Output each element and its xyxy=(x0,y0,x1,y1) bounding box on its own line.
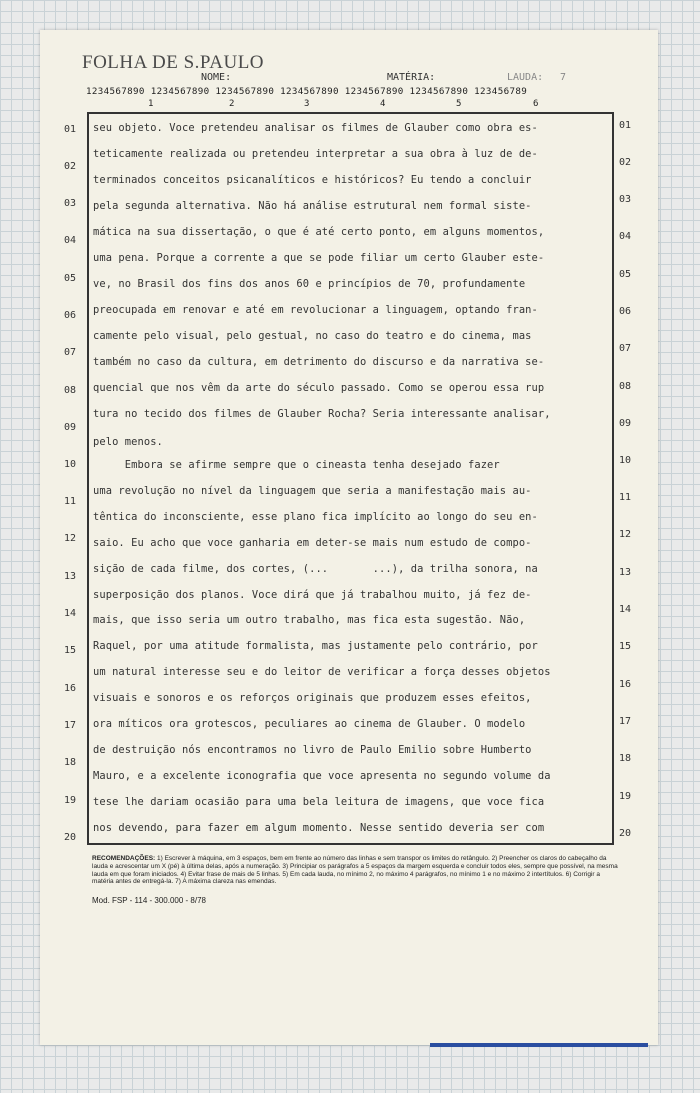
masthead: FOLHA DE S.PAULO xyxy=(82,52,265,73)
line-number-right: 08 xyxy=(619,381,632,392)
nome-label: NOME: xyxy=(201,72,232,83)
column-number: 4 xyxy=(380,99,386,109)
typed-line: ora míticos ora grotescos, peculiares ao cinema de Glauber. O modelo xyxy=(93,718,526,730)
line-number-right: 15 xyxy=(619,641,632,652)
form-code: Mod. FSP - 114 - 300.000 - 8/78 xyxy=(92,896,206,905)
line-number-left: 03 xyxy=(64,198,77,209)
recommendations-text: 1) Escrever à máquina, em 3 espaços, bem em frente ao número das linhas e sem transpor os limites do retângulo. 2) Preencher os claros do cabeçalho da lauda e acrescentar um X (pé) à última delas, após a numeração. 3) Principiar os parágrafos a 5 espaços da margem esquerda e concluir todos eles, sempre que possível, na mesma lauda em que foram iniciados. 4) Evitar frase de mais de 5 linhas. 5) Em cada lauda, no mínimo 2, no máximo 4 parágrafos, no mínimo 1 e no máximo 2 intertítulos. 6) Corrigir a matéria antes de entregá-la. 7) A máxima clareza nas emendas. xyxy=(92,855,618,886)
typed-line: saio. Eu acho que voce ganharia em deter-se mais num estudo de compo- xyxy=(93,537,532,549)
column-number: 2 xyxy=(229,99,235,109)
typed-line: camente pelo visual, pelo gestual, no caso do teatro e do cinema, mas xyxy=(93,330,532,342)
writing-rectangle xyxy=(87,112,614,845)
line-number-right: 01 xyxy=(619,120,632,131)
typed-line: seu objeto. Voce pretendeu analisar os filmes de Glauber como obra es- xyxy=(93,122,538,134)
line-number-right: 12 xyxy=(619,529,632,540)
line-number-left: 20 xyxy=(64,832,77,843)
line-number-left: 01 xyxy=(64,124,77,135)
line-number-left: 06 xyxy=(64,310,77,321)
typed-line: mática na sua dissertação, o que é até certo ponto, em alguns momentos, xyxy=(93,226,545,238)
line-number-left: 17 xyxy=(64,720,77,731)
typed-line: terminados conceitos psicanalíticos e históricos? Eu tendo a concluir xyxy=(93,174,532,186)
line-number-right: 17 xyxy=(619,716,632,727)
typed-line: visuais e sonoros e os reforços originais que produzem esses efeitos, xyxy=(93,692,532,704)
line-number-left: 19 xyxy=(64,795,77,806)
line-number-right: 03 xyxy=(619,194,632,205)
line-number-left: 05 xyxy=(64,273,77,284)
line-number-left: 16 xyxy=(64,683,77,694)
line-number-right: 14 xyxy=(619,604,632,615)
typed-line: sição de cada filme, dos cortes, (... ...), da trilha sonora, na xyxy=(93,563,538,575)
recommendations-block xyxy=(92,855,622,886)
line-number-left: 14 xyxy=(64,608,77,619)
line-number-right: 20 xyxy=(619,828,632,839)
column-number: 6 xyxy=(533,99,539,109)
line-number-left: 12 xyxy=(64,533,77,544)
typed-line: quencial que nos vêm da arte do século passado. Como se operou essa rup xyxy=(93,382,545,394)
line-number-right: 04 xyxy=(619,231,632,242)
line-number-left: 10 xyxy=(64,459,77,470)
line-number-left: 04 xyxy=(64,235,77,246)
line-number-left: 09 xyxy=(64,422,77,433)
line-number-left: 02 xyxy=(64,161,77,172)
column-number: 3 xyxy=(304,99,310,109)
typed-line: pela segunda alternativa. Não há análise estrutural nem formal siste- xyxy=(93,200,532,212)
typed-line: pelo menos. xyxy=(93,436,163,448)
typed-line: ve, no Brasil dos fins dos anos 60 e princípios de 70, profundamente xyxy=(93,278,526,290)
underlying-blue-paper-edge xyxy=(430,1043,648,1047)
line-number-right: 05 xyxy=(619,269,632,280)
line-number-right: 11 xyxy=(619,492,632,503)
typed-line: uma revolução no nível da linguagem que seria a manifestação mais au- xyxy=(93,485,532,497)
typed-line: tura no tecido dos filmes de Glauber Rocha? Seria interessante analisar, xyxy=(93,408,551,420)
line-number-right: 06 xyxy=(619,306,632,317)
typed-line: nos devendo, para fazer em algum momento. Nesse sentido deveria ser com xyxy=(93,822,545,834)
typed-line: mais, que isso seria um outro trabalho, mas fica esta sugestão. Não, xyxy=(93,614,526,626)
typed-line: de destruição nós encontramos no livro de Paulo Emilio sobre Humberto xyxy=(93,744,532,756)
line-number-right: 10 xyxy=(619,455,632,466)
materia-label: MATÉRIA: xyxy=(387,72,436,83)
typed-line: Embora se afirme sempre que o cineasta tenha desejado fazer xyxy=(93,459,500,471)
line-number-left: 08 xyxy=(64,385,77,396)
line-number-right: 07 xyxy=(619,343,632,354)
line-number-right: 19 xyxy=(619,791,632,802)
character-ruler: 1234567890 1234567890 1234567890 1234567890 1234567890 1234567890 123456789 xyxy=(86,86,528,97)
lauda-number: 7 xyxy=(560,72,567,83)
typed-line: um natural interesse seu e do leitor de verificar a força desses objetos xyxy=(93,666,551,678)
line-number-left: 07 xyxy=(64,347,77,358)
typed-line: também no caso da cultura, em detrimento do discurso e da narrativa se- xyxy=(93,356,545,368)
line-number-right: 16 xyxy=(619,679,632,690)
line-number-right: 18 xyxy=(619,753,632,764)
typed-line: têntica do inconsciente, esse plano fica implícito ao longo do seu en- xyxy=(93,511,538,523)
typed-line: tese lhe dariam ocasião para uma bela leitura de imagens, que voce fica xyxy=(93,796,545,808)
typed-line: Mauro, e a excelente iconografia que voce apresenta no segundo volume da xyxy=(93,770,551,782)
line-number-right: 09 xyxy=(619,418,632,429)
typed-line: uma pena. Porque a corrente a que se pode filiar um certo Glauber este- xyxy=(93,252,545,264)
typed-line: preocupada em renovar e até em revolucionar a linguagem, optando fran- xyxy=(93,304,538,316)
column-number: 5 xyxy=(456,99,462,109)
column-number: 1 xyxy=(148,99,154,109)
recommendations-title: RECOMENDAÇÕES: xyxy=(92,855,156,862)
line-number-right: 02 xyxy=(619,157,632,168)
typed-line: superposição dos planos. Voce dirá que já trabalhou muito, já fez de- xyxy=(93,589,532,601)
typed-line: teticamente realizada ou pretendeu interpretar a sua obra à luz de de- xyxy=(93,148,538,160)
lauda-label: LAUDA: xyxy=(507,72,544,83)
line-number-left: 13 xyxy=(64,571,77,582)
line-number-left: 11 xyxy=(64,496,77,507)
line-number-left: 18 xyxy=(64,757,77,768)
line-number-right: 13 xyxy=(619,567,632,578)
line-number-left: 15 xyxy=(64,645,77,656)
typed-line: Raquel, por uma atitude formalista, mas justamente pelo contrário, por xyxy=(93,640,538,652)
